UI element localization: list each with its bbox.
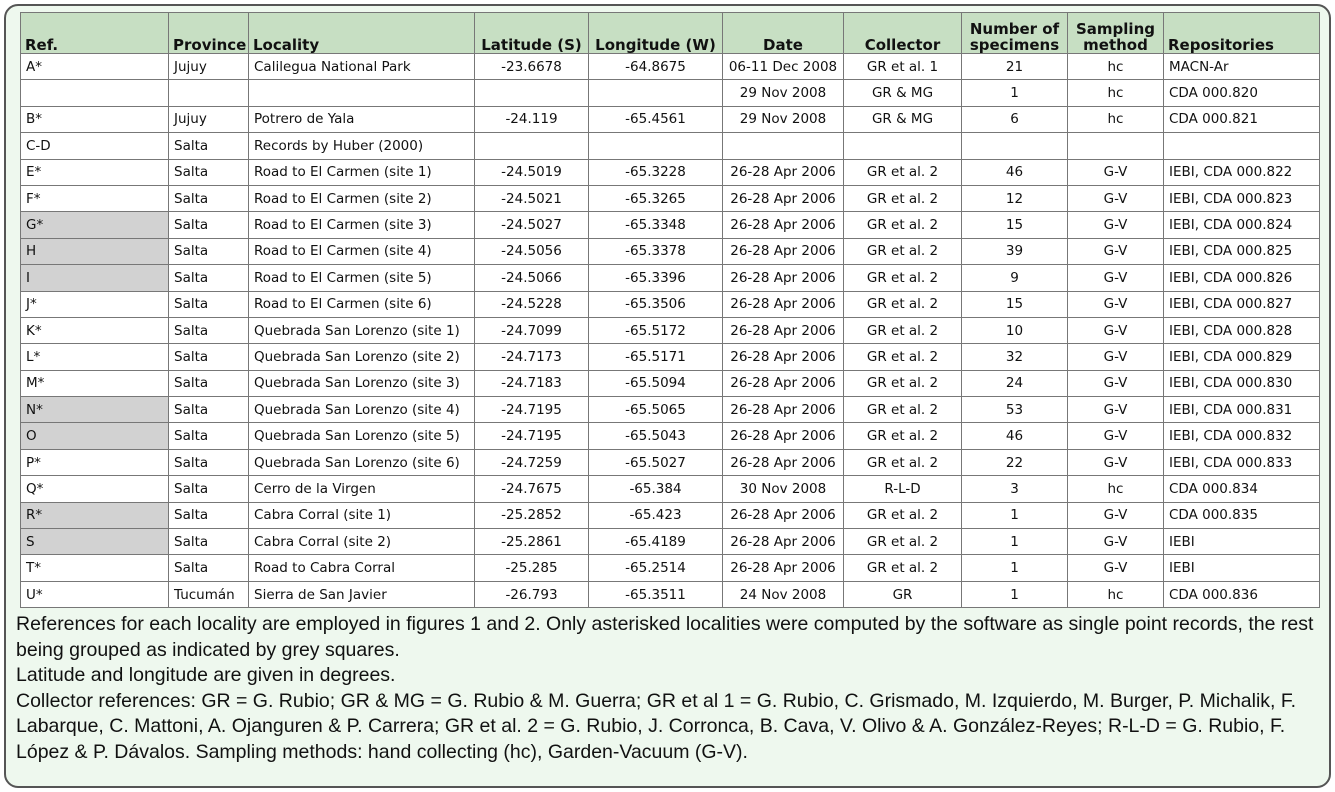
cell-collector: GR et al. 2 bbox=[844, 212, 962, 238]
cell-province: Salta bbox=[169, 370, 249, 396]
cell-ref: R* bbox=[21, 502, 169, 528]
table-row bbox=[21, 80, 1320, 106]
cell-latitude: -24.5019 bbox=[475, 159, 589, 185]
cell-longitude: -65.3511 bbox=[589, 581, 723, 607]
cell-collector: GR et al. 2 bbox=[844, 370, 962, 396]
cell-number-of-specimens: 53 bbox=[962, 397, 1068, 423]
cell-sampling-method: G-V bbox=[1068, 238, 1164, 264]
cell-ref: H bbox=[21, 238, 169, 264]
cell-longitude: -65.4189 bbox=[589, 529, 723, 555]
cell-repositories: IEBI, CDA 000.823 bbox=[1164, 185, 1320, 211]
cell-date: 24 Nov 2008 bbox=[723, 581, 844, 607]
cell-ref: L* bbox=[21, 344, 169, 370]
cell-ref: U* bbox=[21, 581, 169, 607]
cell-date: 26-28 Apr 2006 bbox=[723, 238, 844, 264]
cell-ref: E* bbox=[21, 159, 169, 185]
cell-date: 26-28 Apr 2006 bbox=[723, 185, 844, 211]
cell-sampling-method: G-V bbox=[1068, 344, 1164, 370]
cell-locality: Road to El Carmen (site 4) bbox=[249, 238, 475, 264]
table-row bbox=[21, 291, 1320, 317]
cell-province: Salta bbox=[169, 397, 249, 423]
cell-locality: Road to Cabra Corral bbox=[249, 555, 475, 581]
cell-collector: GR et al. 2 bbox=[844, 185, 962, 211]
cell-latitude: -25.2861 bbox=[475, 529, 589, 555]
cell-sampling-method: G-V bbox=[1068, 265, 1164, 291]
cell-latitude: -24.7259 bbox=[475, 449, 589, 475]
cell-sampling-method: hc bbox=[1068, 54, 1164, 80]
cell-number-of-specimens: 39 bbox=[962, 238, 1068, 264]
cell-date: 26-28 Apr 2006 bbox=[723, 397, 844, 423]
cell-locality: Road to El Carmen (site 3) bbox=[249, 212, 475, 238]
cell-latitude: -26.793 bbox=[475, 581, 589, 607]
footnote-collectors: Collector references: GR = G. Rubio; GR & MG = G. Rubio & M. Guerra; GR et al 1 = G. Rubio, C. Grismado, M. Izquierdo, M. Burger, P. Michalik, F. Labarque, C. Mattoni, A. Ojanguren & P. Carrera; GR et al. 2 = G. Rubio, J. Corronca, B. Cava, V. Olivo & A. González-Reyes; R-L-D = G. Rubio, F. López & P. Dávalos. Sampling methods: hand collecting (hc), Garden-Vacuum (G-V). bbox=[16, 689, 1297, 763]
cell-latitude: -25.285 bbox=[475, 555, 589, 581]
cell-province: Salta bbox=[169, 344, 249, 370]
cell-date: 29 Nov 2008 bbox=[723, 106, 844, 132]
cell-number-of-specimens: 12 bbox=[962, 185, 1068, 211]
cell-province: Salta bbox=[169, 449, 249, 475]
cell-locality: Road to El Carmen (site 1) bbox=[249, 159, 475, 185]
cell-ref: A* bbox=[21, 54, 169, 80]
cell-longitude bbox=[589, 133, 723, 159]
cell-repositories: IEBI, CDA 000.825 bbox=[1164, 238, 1320, 264]
cell-locality: Potrero de Yala bbox=[249, 106, 475, 132]
cell-sampling-method: G-V bbox=[1068, 449, 1164, 475]
cell-province: Jujuy bbox=[169, 54, 249, 80]
cell-repositories: IEBI, CDA 000.828 bbox=[1164, 317, 1320, 343]
cell-latitude: -24.5056 bbox=[475, 238, 589, 264]
cell-latitude: -24.5228 bbox=[475, 291, 589, 317]
cell-latitude: -23.6678 bbox=[475, 54, 589, 80]
cell-ref bbox=[21, 80, 169, 106]
cell-number-of-specimens: 46 bbox=[962, 423, 1068, 449]
header-number-of-specimens: Number of specimens bbox=[962, 13, 1068, 54]
cell-locality: Calilegua National Park bbox=[249, 54, 475, 80]
cell-repositories: IEBI, CDA 000.831 bbox=[1164, 397, 1320, 423]
cell-number-of-specimens: 1 bbox=[962, 555, 1068, 581]
cell-latitude: -24.7195 bbox=[475, 423, 589, 449]
cell-repositories: IEBI, CDA 000.826 bbox=[1164, 265, 1320, 291]
cell-latitude bbox=[475, 133, 589, 159]
cell-locality: Quebrada San Lorenzo (site 1) bbox=[249, 317, 475, 343]
cell-longitude: -65.3506 bbox=[589, 291, 723, 317]
cell-longitude: -65.4561 bbox=[589, 106, 723, 132]
table-row bbox=[21, 265, 1320, 291]
cell-longitude: -65.3378 bbox=[589, 238, 723, 264]
cell-date: 26-28 Apr 2006 bbox=[723, 555, 844, 581]
header-longitude: Longitude (W) bbox=[589, 13, 723, 54]
cell-repositories: IEBI, CDA 000.829 bbox=[1164, 344, 1320, 370]
cell-locality: Cabra Corral (site 2) bbox=[249, 529, 475, 555]
cell-latitude: -24.119 bbox=[475, 106, 589, 132]
cell-number-of-specimens: 1 bbox=[962, 529, 1068, 555]
cell-repositories: IEBI, CDA 000.824 bbox=[1164, 212, 1320, 238]
cell-repositories: IEBI bbox=[1164, 529, 1320, 555]
cell-date bbox=[723, 133, 844, 159]
cell-date: 30 Nov 2008 bbox=[723, 476, 844, 502]
cell-ref: S bbox=[21, 529, 169, 555]
table-row bbox=[21, 449, 1320, 475]
cell-date: 26-28 Apr 2006 bbox=[723, 317, 844, 343]
cell-collector: GR et al. 2 bbox=[844, 344, 962, 370]
cell-locality: Records by Huber (2000) bbox=[249, 133, 475, 159]
cell-repositories: CDA 000.836 bbox=[1164, 581, 1320, 607]
cell-longitude: -64.8675 bbox=[589, 54, 723, 80]
cell-province: Jujuy bbox=[169, 106, 249, 132]
cell-collector: GR et al. 2 bbox=[844, 555, 962, 581]
cell-locality bbox=[249, 80, 475, 106]
cell-latitude: -24.5027 bbox=[475, 212, 589, 238]
cell-latitude bbox=[475, 80, 589, 106]
table-frame bbox=[4, 4, 1331, 788]
cell-repositories: CDA 000.821 bbox=[1164, 106, 1320, 132]
cell-date: 26-28 Apr 2006 bbox=[723, 423, 844, 449]
cell-ref: K* bbox=[21, 317, 169, 343]
cell-province: Salta bbox=[169, 555, 249, 581]
footnote-units: Latitude and longitude are given in degrees. bbox=[16, 664, 396, 686]
cell-latitude: -24.7183 bbox=[475, 370, 589, 396]
cell-number-of-specimens: 1 bbox=[962, 502, 1068, 528]
header-repositories: Repositories bbox=[1164, 13, 1320, 54]
cell-number-of-specimens: 24 bbox=[962, 370, 1068, 396]
cell-ref: G* bbox=[21, 212, 169, 238]
table-footnotes bbox=[16, 612, 1319, 765]
cell-repositories: IEBI, CDA 000.827 bbox=[1164, 291, 1320, 317]
table-row bbox=[21, 370, 1320, 396]
cell-province: Salta bbox=[169, 238, 249, 264]
cell-repositories: CDA 000.834 bbox=[1164, 476, 1320, 502]
cell-collector: GR et al. 2 bbox=[844, 265, 962, 291]
cell-locality: Sierra de San Javier bbox=[249, 581, 475, 607]
cell-ref: B* bbox=[21, 106, 169, 132]
cell-longitude: -65.3348 bbox=[589, 212, 723, 238]
cell-longitude: -65.5172 bbox=[589, 317, 723, 343]
header-province: Province bbox=[169, 13, 249, 54]
header-sampling-method: Sampling method bbox=[1068, 13, 1164, 54]
cell-collector bbox=[844, 133, 962, 159]
cell-sampling-method bbox=[1068, 133, 1164, 159]
cell-locality: Road to El Carmen (site 5) bbox=[249, 265, 475, 291]
cell-longitude: -65.5043 bbox=[589, 423, 723, 449]
cell-collector: GR & MG bbox=[844, 80, 962, 106]
cell-collector: GR et al. 2 bbox=[844, 529, 962, 555]
table-row bbox=[21, 502, 1320, 528]
table-row bbox=[21, 238, 1320, 264]
cell-province: Salta bbox=[169, 291, 249, 317]
cell-date: 26-28 Apr 2006 bbox=[723, 344, 844, 370]
cell-province: Salta bbox=[169, 476, 249, 502]
cell-collector: GR et al. 2 bbox=[844, 502, 962, 528]
cell-sampling-method: hc bbox=[1068, 80, 1164, 106]
cell-province: Salta bbox=[169, 502, 249, 528]
cell-latitude: -24.7173 bbox=[475, 344, 589, 370]
cell-longitude: -65.3265 bbox=[589, 185, 723, 211]
cell-collector: R-L-D bbox=[844, 476, 962, 502]
cell-collector: GR & MG bbox=[844, 106, 962, 132]
cell-sampling-method: G-V bbox=[1068, 185, 1164, 211]
cell-number-of-specimens bbox=[962, 133, 1068, 159]
cell-locality: Quebrada San Lorenzo (site 4) bbox=[249, 397, 475, 423]
cell-repositories: CDA 000.820 bbox=[1164, 80, 1320, 106]
cell-longitude: -65.384 bbox=[589, 476, 723, 502]
cell-longitude: -65.5094 bbox=[589, 370, 723, 396]
cell-province: Salta bbox=[169, 159, 249, 185]
cell-ref: T* bbox=[21, 555, 169, 581]
cell-collector: GR et al. 2 bbox=[844, 238, 962, 264]
cell-longitude: -65.5171 bbox=[589, 344, 723, 370]
cell-latitude: -24.7195 bbox=[475, 397, 589, 423]
cell-latitude: -24.5066 bbox=[475, 265, 589, 291]
cell-repositories: IEBI, CDA 000.832 bbox=[1164, 423, 1320, 449]
cell-locality: Road to El Carmen (site 2) bbox=[249, 185, 475, 211]
cell-sampling-method: G-V bbox=[1068, 370, 1164, 396]
table-row bbox=[21, 133, 1320, 159]
cell-sampling-method: hc bbox=[1068, 106, 1164, 132]
cell-collector: GR bbox=[844, 581, 962, 607]
table-row bbox=[21, 529, 1320, 555]
cell-ref: C-D bbox=[21, 133, 169, 159]
table-row bbox=[21, 317, 1320, 343]
cell-ref: J* bbox=[21, 291, 169, 317]
cell-latitude: -25.2852 bbox=[475, 502, 589, 528]
cell-longitude: -65.3228 bbox=[589, 159, 723, 185]
cell-number-of-specimens: 46 bbox=[962, 159, 1068, 185]
table-row bbox=[21, 423, 1320, 449]
header-locality: Locality bbox=[249, 13, 475, 54]
cell-locality: Road to El Carmen (site 6) bbox=[249, 291, 475, 317]
cell-locality: Quebrada San Lorenzo (site 6) bbox=[249, 449, 475, 475]
cell-repositories: IEBI, CDA 000.833 bbox=[1164, 449, 1320, 475]
cell-sampling-method: G-V bbox=[1068, 212, 1164, 238]
table-row bbox=[21, 185, 1320, 211]
cell-longitude: -65.3396 bbox=[589, 265, 723, 291]
cell-number-of-specimens: 15 bbox=[962, 291, 1068, 317]
cell-collector: GR et al. 2 bbox=[844, 423, 962, 449]
cell-number-of-specimens: 22 bbox=[962, 449, 1068, 475]
cell-sampling-method: G-V bbox=[1068, 502, 1164, 528]
table-header-row bbox=[21, 13, 1320, 54]
cell-province: Salta bbox=[169, 185, 249, 211]
table-row bbox=[21, 581, 1320, 607]
cell-date: 26-28 Apr 2006 bbox=[723, 449, 844, 475]
cell-number-of-specimens: 3 bbox=[962, 476, 1068, 502]
cell-latitude: -24.5021 bbox=[475, 185, 589, 211]
cell-locality: Cabra Corral (site 1) bbox=[249, 502, 475, 528]
cell-sampling-method: G-V bbox=[1068, 159, 1164, 185]
cell-locality: Quebrada San Lorenzo (site 2) bbox=[249, 344, 475, 370]
cell-sampling-method: G-V bbox=[1068, 291, 1164, 317]
localities-table bbox=[20, 12, 1320, 608]
cell-locality: Cerro de la Virgen bbox=[249, 476, 475, 502]
cell-number-of-specimens: 15 bbox=[962, 212, 1068, 238]
cell-date: 06-11 Dec 2008 bbox=[723, 54, 844, 80]
cell-province: Salta bbox=[169, 317, 249, 343]
cell-ref: P* bbox=[21, 449, 169, 475]
table-body bbox=[21, 54, 1320, 608]
cell-sampling-method: G-V bbox=[1068, 529, 1164, 555]
cell-ref: M* bbox=[21, 370, 169, 396]
cell-locality: Quebrada San Lorenzo (site 3) bbox=[249, 370, 475, 396]
cell-repositories bbox=[1164, 133, 1320, 159]
cell-province: Salta bbox=[169, 212, 249, 238]
cell-sampling-method: G-V bbox=[1068, 397, 1164, 423]
table-row bbox=[21, 212, 1320, 238]
footnote-references: References for each locality are employed in figures 1 and 2. Only asterisked localities were computed by the software as single point records, the rest being grouped as indicated by grey squares. bbox=[16, 613, 1314, 661]
cell-date: 26-28 Apr 2006 bbox=[723, 370, 844, 396]
cell-province: Salta bbox=[169, 423, 249, 449]
cell-province: Tucumán bbox=[169, 581, 249, 607]
cell-locality: Quebrada San Lorenzo (site 5) bbox=[249, 423, 475, 449]
cell-collector: GR et al. 2 bbox=[844, 291, 962, 317]
cell-latitude: -24.7675 bbox=[475, 476, 589, 502]
cell-date: 26-28 Apr 2006 bbox=[723, 502, 844, 528]
cell-repositories: IEBI, CDA 000.830 bbox=[1164, 370, 1320, 396]
table-row bbox=[21, 476, 1320, 502]
cell-repositories: MACN-Ar bbox=[1164, 54, 1320, 80]
header-ref: Ref. bbox=[21, 13, 169, 54]
cell-date: 26-28 Apr 2006 bbox=[723, 529, 844, 555]
cell-province: Salta bbox=[169, 529, 249, 555]
cell-collector: GR et al. 2 bbox=[844, 397, 962, 423]
cell-province bbox=[169, 80, 249, 106]
cell-collector: GR et al. 2 bbox=[844, 449, 962, 475]
cell-longitude: -65.5027 bbox=[589, 449, 723, 475]
cell-collector: GR et al. 1 bbox=[844, 54, 962, 80]
cell-number-of-specimens: 32 bbox=[962, 344, 1068, 370]
cell-ref: I bbox=[21, 265, 169, 291]
cell-number-of-specimens: 1 bbox=[962, 581, 1068, 607]
cell-date: 29 Nov 2008 bbox=[723, 80, 844, 106]
table-row bbox=[21, 555, 1320, 581]
cell-latitude: -24.7099 bbox=[475, 317, 589, 343]
header-latitude: Latitude (S) bbox=[475, 13, 589, 54]
header-collector: Collector bbox=[844, 13, 962, 54]
cell-date: 26-28 Apr 2006 bbox=[723, 291, 844, 317]
cell-longitude: -65.5065 bbox=[589, 397, 723, 423]
cell-repositories: IEBI, CDA 000.822 bbox=[1164, 159, 1320, 185]
cell-longitude: -65.2514 bbox=[589, 555, 723, 581]
cell-date: 26-28 Apr 2006 bbox=[723, 212, 844, 238]
cell-repositories: CDA 000.835 bbox=[1164, 502, 1320, 528]
cell-province: Salta bbox=[169, 133, 249, 159]
cell-province: Salta bbox=[169, 265, 249, 291]
table-row bbox=[21, 159, 1320, 185]
cell-longitude bbox=[589, 80, 723, 106]
cell-sampling-method: G-V bbox=[1068, 317, 1164, 343]
cell-number-of-specimens: 10 bbox=[962, 317, 1068, 343]
cell-date: 26-28 Apr 2006 bbox=[723, 265, 844, 291]
cell-repositories: IEBI bbox=[1164, 555, 1320, 581]
cell-date: 26-28 Apr 2006 bbox=[723, 159, 844, 185]
cell-ref: N* bbox=[21, 397, 169, 423]
cell-sampling-method: G-V bbox=[1068, 555, 1164, 581]
cell-longitude: -65.423 bbox=[589, 502, 723, 528]
table-row bbox=[21, 397, 1320, 423]
cell-number-of-specimens: 6 bbox=[962, 106, 1068, 132]
table-row bbox=[21, 54, 1320, 80]
header-date: Date bbox=[723, 13, 844, 54]
cell-ref: O bbox=[21, 423, 169, 449]
cell-ref: Q* bbox=[21, 476, 169, 502]
cell-sampling-method: hc bbox=[1068, 581, 1164, 607]
table-row bbox=[21, 106, 1320, 132]
cell-ref: F* bbox=[21, 185, 169, 211]
cell-number-of-specimens: 1 bbox=[962, 80, 1068, 106]
cell-collector: GR et al. 2 bbox=[844, 317, 962, 343]
cell-number-of-specimens: 21 bbox=[962, 54, 1068, 80]
cell-sampling-method: hc bbox=[1068, 476, 1164, 502]
cell-collector: GR et al. 2 bbox=[844, 159, 962, 185]
cell-number-of-specimens: 9 bbox=[962, 265, 1068, 291]
table-row bbox=[21, 344, 1320, 370]
cell-sampling-method: G-V bbox=[1068, 423, 1164, 449]
